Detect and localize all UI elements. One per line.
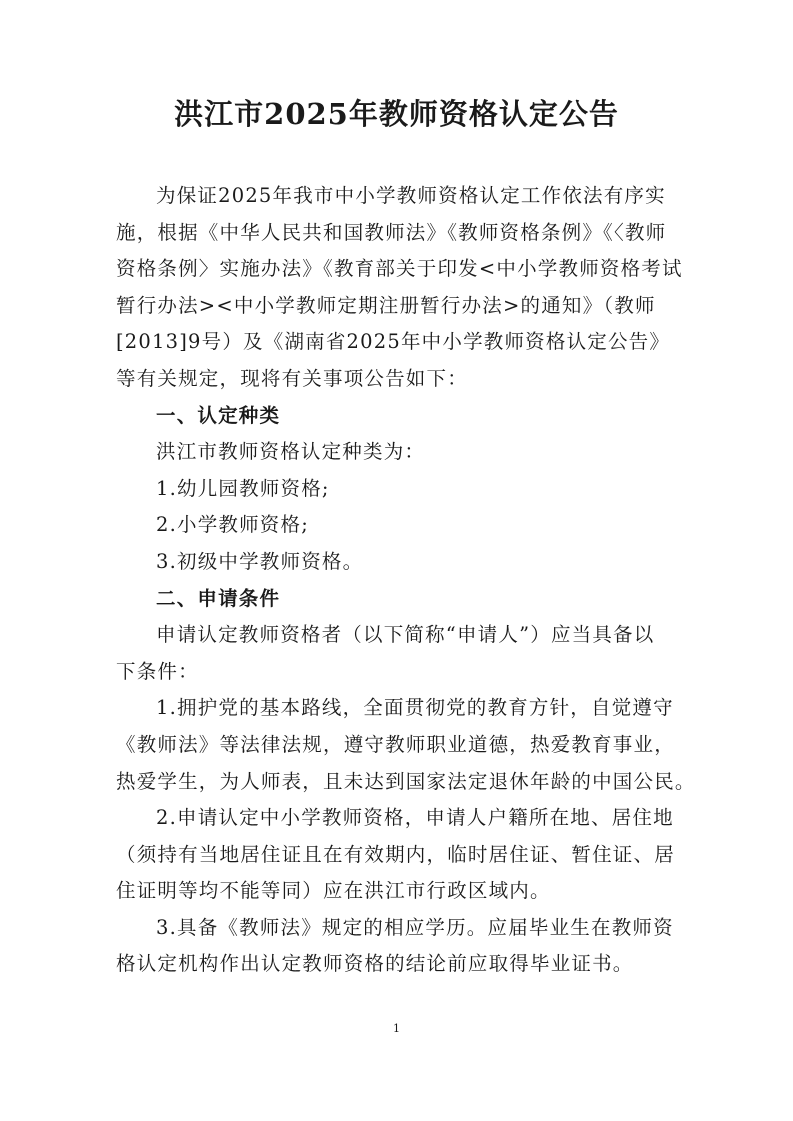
intro-line: 施，根据《中华人民共和国教师法》《教师资格条例》《〈教师 [116, 220, 667, 244]
section-heading-conditions: 二、申请条件 [156, 586, 281, 610]
condition-line: 2.申请认定中小学教师资格，申请人户籍所在地、居住地 [156, 806, 674, 830]
condition-line: 《教师法》等法律法规，遵守教师职业道德，热爱教育事业， [116, 732, 675, 756]
section-lead: 下条件： [116, 659, 199, 683]
intro-line: 为保证2025年我市中小学教师资格认定工作依法有序实 [156, 184, 666, 207]
list-item: 2.小学教师资格; [156, 513, 309, 537]
condition-line: 热爱学生，为人师表，且未达到国家法定退休年龄的中国公民。 [116, 769, 696, 793]
condition-line: 1.拥护党的基本路线，全面贯彻党的教育方针，自觉遵守 [156, 696, 674, 720]
condition-line: 3.具备《教师法》规定的相应学历。应届毕业生在教师资 [156, 915, 674, 939]
document-title: 洪江市2025年教师资格认定公告 [174, 97, 619, 131]
page-number: 1 [393, 1022, 400, 1035]
condition-line: 格认定机构作出认定教师资格的结论前应取得毕业证书。 [116, 952, 634, 976]
list-item: 3.初级中学教师资格。 [156, 549, 364, 573]
section-lead: 申请认定教师资格者（以下简称“申请人”）应当具备以 [156, 623, 655, 647]
condition-line: 住证明等均不能等同）应在洪江市行政区域内。 [116, 879, 551, 903]
intro-line: 资格条例〉实施办法》《教育部关于印发<中小学教师资格考试 [116, 257, 683, 281]
document-body [116, 178, 698, 983]
list-item: 1.幼儿园教师资格; [156, 476, 330, 500]
intro-line: 等有关规定，现将有关事项公告如下： [116, 366, 468, 390]
intro-line: 暂行办法><中小学教师定期注册暂行办法>的通知》（教师 [116, 293, 656, 317]
section-heading-types: 一、认定种类 [156, 403, 281, 427]
condition-line: （须持有当地居住证且在有效期内，临时居住证、暂住证、居 [116, 842, 675, 866]
intro-line: [2013]9号）及《湖南省2025年中小学教师资格认定公告》 [116, 330, 671, 354]
section-lead: 洪江市教师资格认定种类为： [156, 440, 426, 464]
